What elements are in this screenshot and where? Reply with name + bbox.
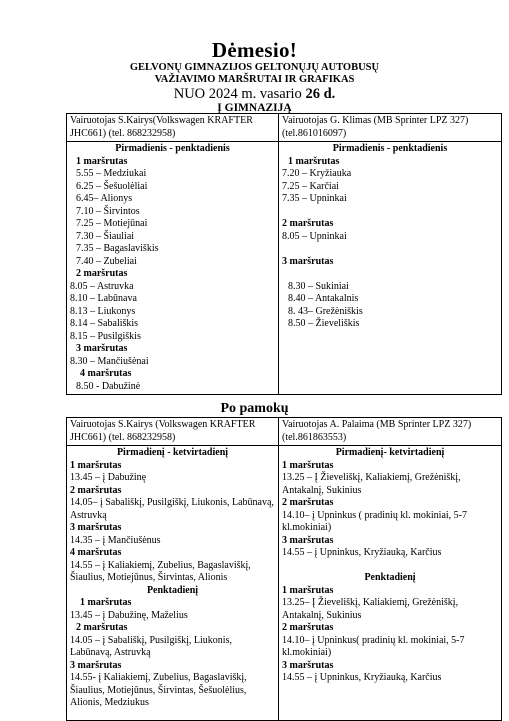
driver-cell-left: Vairuotojas S.Kairys(Volkswagen KRAFTER JHC661) (tel. 868232958): [67, 114, 279, 142]
route-name: 2 maršrutas: [76, 268, 128, 279]
route-name: 2 maršrutas: [282, 497, 334, 508]
route-text: 14.05 – į Sabališkį, Pusilgiškį, Liukonis, Labūnavą, Astruvką: [70, 634, 232, 658]
days-label: Penktadienį: [364, 572, 416, 583]
driver-cell-right: Vairuotojas G. Klimas (MB Sprinter LPZ 327) (tel.861016097): [279, 114, 502, 142]
stop-time: 7.25 – Karčiai: [282, 180, 339, 192]
effective-date: [0, 86, 509, 102]
route-name: 3 maršrutas: [282, 255, 334, 267]
date-bold: 26 d.: [305, 86, 336, 102]
route-text: 13.45 – į Dabužinę: [70, 472, 147, 483]
route-text: 14.55 – į Upninkus, Kryžiauką, Karčius: [282, 547, 442, 558]
stop-time: 5.55 – Medziukai: [76, 168, 147, 179]
header-line-2: VAŽIAVIMO MARŠRUTAI IR GRAFIKAS: [154, 74, 355, 85]
stop-time: 8.05 – Astruvka: [70, 280, 134, 292]
stop-time: 8.14 – Sabališkis: [70, 318, 139, 329]
route-text: 14.10– į Upninkus ( pradinių kl. mokiniai, 5-7 kl.mokiniai): [282, 509, 467, 533]
page-title: Dėmesio!: [211, 38, 298, 62]
days-label: Penktadienį: [146, 584, 199, 596]
route-name: 2 maršrutas: [282, 622, 334, 633]
stop-time: 8.05 – Upninkai: [282, 230, 347, 242]
stop-time: 7.40 – Zubeliai: [76, 255, 137, 267]
route-name: 1 maršrutas: [282, 459, 334, 471]
route-text: 14.55- į Kaliakiemį, Zubelius, Bagaslaviškį, Šiaulius, Motiejūnus, Širvintas, Šešuolėlius, Alionis, Medziukus: [70, 672, 247, 708]
route-name: 3 maršrutas: [70, 659, 122, 671]
route-name: 3 maršrutas: [76, 343, 128, 354]
document-header: [0, 38, 509, 114]
driver-cell-left: Vairuotojas S.Kairys (Volkswagen KRAFTER JHC661) (tel. 868232958): [67, 418, 279, 446]
stop-time: 7.30 – Šiauliai: [76, 230, 135, 242]
route-name: 1 maršrutas: [76, 155, 128, 167]
stop-time: 8.13 – Liukonys: [70, 305, 136, 317]
stop-time: 8.50 – Žieveliškis: [288, 318, 360, 329]
stop-time: 8.30 – Sukiniai: [288, 280, 349, 292]
stop-time: 8.50 - Dabužinė: [76, 380, 141, 392]
route-name: 3 maršrutas: [282, 659, 334, 671]
route-name: 4 maršrutas: [70, 547, 122, 558]
schedule-cell-right: [279, 142, 502, 395]
route-text: 14.10– į Upninkus( pradinių kl. mokiniai, 5-7 kl.mokiniai): [282, 634, 465, 658]
route-name: 1 maršrutas: [70, 459, 122, 471]
driver-cell-right: Vairuotojas A. Palaima (MB Sprinter LPZ 327) (tel.861863553): [279, 418, 502, 446]
stop-time: 7.25 – Motiejūnai: [76, 218, 148, 229]
route-text: 13.25 – Į Žieveliškį, Kaliakiemį, Grežėniškį, Antakalnį, Sukinius: [282, 472, 461, 496]
route-name: 2 maršrutas: [70, 484, 122, 496]
header-line-1: GELVONŲ GIMNAZIJOS GELTONŲJŲ AUTOBUSŲ: [129, 62, 380, 73]
stop-time: 7.35 – Bagaslaviškis: [76, 243, 159, 254]
days-label: Pirmadienis - penktadienis: [115, 143, 230, 154]
stop-time: 8. 43– Grežėniškis: [288, 305, 363, 317]
route-text: 14.55 – į Kaliakiemį, Zubelius, Bagaslaviškį, Šiaulius, Motiejūnus, Širvintas, Alionis: [70, 559, 251, 583]
stop-time: 7.20 – Kryžiauka: [282, 168, 352, 179]
date-prefix: NUO 2024 m. vasario: [173, 86, 306, 102]
route-name: 1 maršrutas: [288, 155, 340, 167]
stop-time: 8.30 – Mančiušėnai: [70, 355, 149, 367]
to-school-table: [66, 113, 502, 395]
days-label: Pirmadienį - ketvirtadienį: [116, 447, 229, 458]
route-name: 3 maršrutas: [70, 522, 122, 533]
schedule-cell-left: [67, 446, 279, 721]
section-to-school-title: Į GIMNAZIJĄ: [217, 102, 292, 114]
stop-time: 6.25 – Šešuolėliai: [76, 180, 148, 192]
stop-time: 8.40 – Antakalnis: [288, 293, 359, 304]
route-text: 13.45 – į Dabužinę, Maželius: [70, 609, 188, 621]
route-text: 14.35 – į Mančiušėnus: [70, 534, 161, 546]
days-label: Pirmadienis - penktadienis: [332, 143, 448, 154]
route-name: 1 maršrutas: [282, 584, 334, 596]
route-name: 1 maršrutas: [80, 597, 132, 608]
stop-time: 8.15 – Pusilgiškis: [70, 330, 141, 342]
route-name: 4 maršrutas: [80, 368, 132, 379]
after-school-table: [66, 417, 502, 721]
stop-time: 6.45– Alionys: [76, 193, 133, 204]
schedule-cell-right: [279, 446, 502, 721]
route-name: 2 maršrutas: [76, 622, 128, 633]
schedule-cell-left: [67, 142, 279, 395]
stop-time: 7.35 – Upninkai: [282, 193, 347, 204]
route-text: 14.05– į Sabališkį, Pusilgiškį, Liukonis, Labūnavą, Astruvką: [70, 497, 274, 521]
days-label: Pirmadienį- ketvirtadienį: [335, 447, 445, 458]
route-name: 2 maršrutas: [282, 218, 334, 229]
stop-time: 7.10 – Širvintos: [76, 205, 140, 217]
stop-time: 8.10 – Labūnava: [70, 293, 137, 304]
route-text: 13.25– Į Žieveliškį, Kaliakiemį, Grežėniškį, Antakalnį, Sukinius: [282, 597, 459, 621]
route-name: 3 maršrutas: [282, 534, 334, 546]
section-after-school-title: Po pamokų: [220, 401, 289, 416]
route-text: 14.55 – į Upninkus, Kryžiauką, Karčius: [282, 672, 442, 683]
